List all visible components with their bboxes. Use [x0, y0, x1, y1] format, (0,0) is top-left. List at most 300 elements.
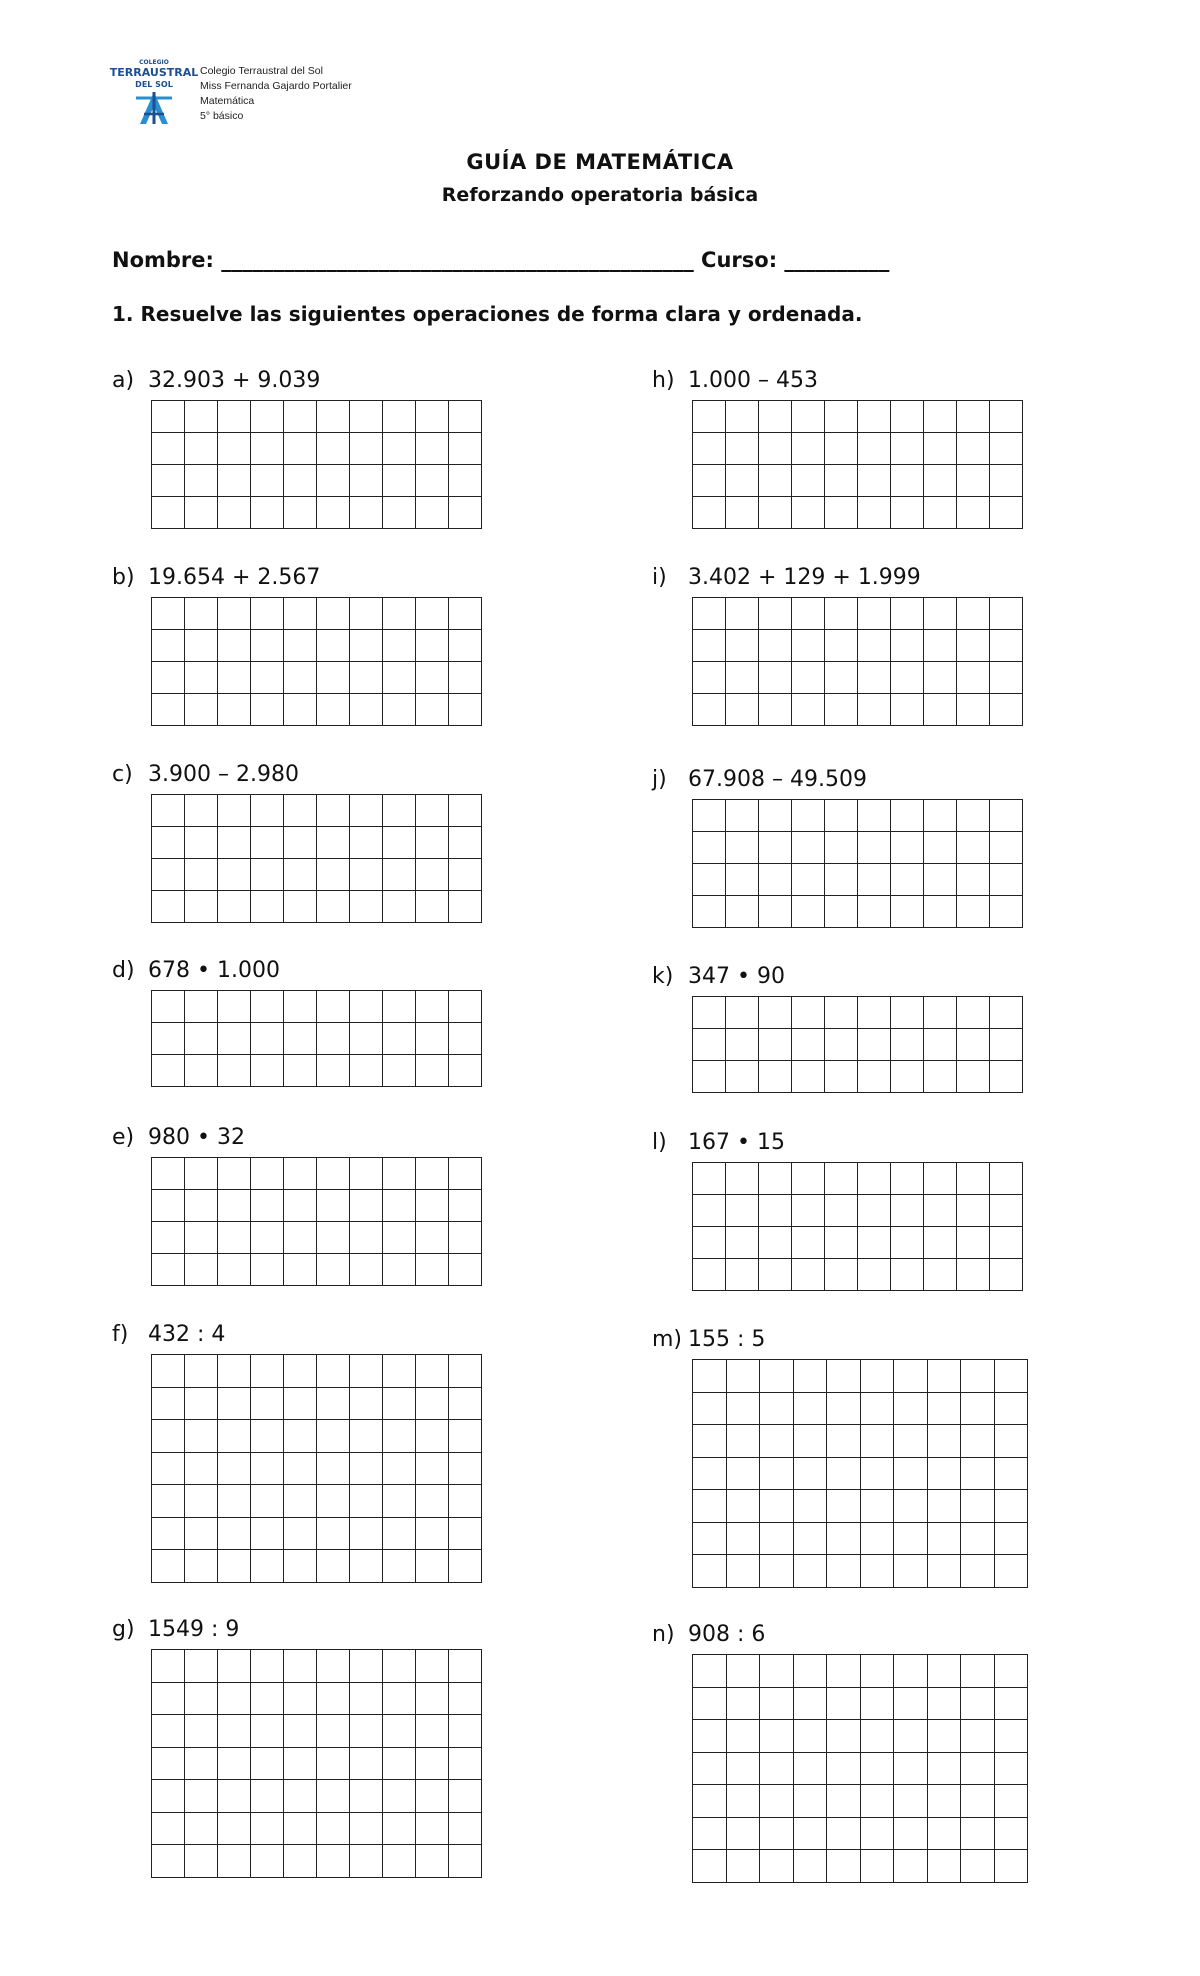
- grid-cell[interactable]: [185, 662, 218, 694]
- grid-cell[interactable]: [218, 1517, 251, 1550]
- grid-cell[interactable]: [792, 1061, 825, 1093]
- answer-grid[interactable]: [151, 597, 482, 726]
- grid-cell[interactable]: [185, 1254, 218, 1286]
- grid-cell[interactable]: [860, 1490, 894, 1523]
- grid-cell[interactable]: [317, 1420, 350, 1453]
- grid-cell[interactable]: [416, 1222, 449, 1254]
- grid-cell[interactable]: [185, 827, 218, 859]
- grid-cell[interactable]: [317, 991, 350, 1023]
- grid-cell[interactable]: [185, 1387, 218, 1420]
- grid-cell[interactable]: [350, 433, 383, 465]
- grid-cell[interactable]: [957, 1195, 990, 1227]
- grid-cell[interactable]: [449, 1485, 482, 1518]
- grid-cell[interactable]: [957, 1259, 990, 1291]
- grid-cell[interactable]: [251, 859, 284, 891]
- grid-cell[interactable]: [726, 1785, 760, 1818]
- grid-cell[interactable]: [860, 1522, 894, 1555]
- answer-grid[interactable]: [151, 794, 482, 923]
- grid-cell[interactable]: [416, 1254, 449, 1286]
- answer-grid[interactable]: [692, 799, 1023, 928]
- grid-cell[interactable]: [693, 497, 726, 529]
- grid-cell[interactable]: [693, 630, 726, 662]
- grid-cell[interactable]: [317, 1780, 350, 1813]
- grid-cell[interactable]: [891, 401, 924, 433]
- grid-cell[interactable]: [350, 1055, 383, 1087]
- grid-cell[interactable]: [284, 1845, 317, 1878]
- grid-cell[interactable]: [793, 1850, 827, 1883]
- answer-grid[interactable]: [692, 400, 1023, 529]
- grid-cell[interactable]: [350, 401, 383, 433]
- grid-cell[interactable]: [416, 1485, 449, 1518]
- grid-cell[interactable]: [693, 1687, 727, 1720]
- grid-cell[interactable]: [858, 1259, 891, 1291]
- grid-cell[interactable]: [251, 1420, 284, 1453]
- grid-cell[interactable]: [825, 800, 858, 832]
- grid-cell[interactable]: [693, 896, 726, 928]
- grid-cell[interactable]: [693, 1555, 727, 1588]
- grid-cell[interactable]: [251, 1055, 284, 1087]
- grid-cell[interactable]: [449, 465, 482, 497]
- grid-cell[interactable]: [924, 598, 957, 630]
- grid-cell[interactable]: [792, 598, 825, 630]
- grid-cell[interactable]: [759, 1029, 792, 1061]
- grid-cell[interactable]: [759, 598, 792, 630]
- grid-cell[interactable]: [891, 630, 924, 662]
- grid-cell[interactable]: [218, 1812, 251, 1845]
- grid-cell[interactable]: [317, 497, 350, 529]
- grid-cell[interactable]: [284, 1812, 317, 1845]
- grid-cell[interactable]: [152, 859, 185, 891]
- grid-cell[interactable]: [957, 433, 990, 465]
- grid-cell[interactable]: [726, 1061, 759, 1093]
- grid-cell[interactable]: [924, 662, 957, 694]
- grid-cell[interactable]: [825, 401, 858, 433]
- grid-cell[interactable]: [317, 1452, 350, 1485]
- grid-cell[interactable]: [891, 1029, 924, 1061]
- grid-cell[interactable]: [416, 1420, 449, 1453]
- grid-cell[interactable]: [350, 630, 383, 662]
- grid-cell[interactable]: [759, 1227, 792, 1259]
- grid-cell[interactable]: [416, 1158, 449, 1190]
- grid-cell[interactable]: [894, 1457, 928, 1490]
- grid-cell[interactable]: [860, 1392, 894, 1425]
- grid-cell[interactable]: [350, 497, 383, 529]
- grid-cell[interactable]: [152, 694, 185, 726]
- grid-cell[interactable]: [924, 800, 957, 832]
- grid-cell[interactable]: [759, 832, 792, 864]
- grid-cell[interactable]: [827, 1785, 861, 1818]
- grid-cell[interactable]: [284, 891, 317, 923]
- grid-cell[interactable]: [792, 1227, 825, 1259]
- grid-cell[interactable]: [961, 1457, 995, 1490]
- grid-cell[interactable]: [152, 1715, 185, 1748]
- grid-cell[interactable]: [416, 465, 449, 497]
- grid-cell[interactable]: [284, 795, 317, 827]
- grid-cell[interactable]: [759, 433, 792, 465]
- grid-cell[interactable]: [383, 497, 416, 529]
- grid-cell[interactable]: [350, 1222, 383, 1254]
- grid-cell[interactable]: [793, 1752, 827, 1785]
- grid-cell[interactable]: [760, 1850, 794, 1883]
- grid-cell[interactable]: [726, 1425, 760, 1458]
- grid-cell[interactable]: [961, 1817, 995, 1850]
- grid-cell[interactable]: [793, 1457, 827, 1490]
- grid-cell[interactable]: [449, 1845, 482, 1878]
- grid-cell[interactable]: [251, 1355, 284, 1388]
- grid-cell[interactable]: [449, 1650, 482, 1683]
- grid-cell[interactable]: [961, 1425, 995, 1458]
- grid-cell[interactable]: [251, 1682, 284, 1715]
- grid-cell[interactable]: [218, 795, 251, 827]
- grid-cell[interactable]: [284, 859, 317, 891]
- grid-cell[interactable]: [726, 1720, 760, 1753]
- answer-grid[interactable]: [151, 1354, 482, 1583]
- grid-cell[interactable]: [825, 1227, 858, 1259]
- grid-cell[interactable]: [152, 1420, 185, 1453]
- grid-cell[interactable]: [891, 1061, 924, 1093]
- grid-cell[interactable]: [251, 401, 284, 433]
- grid-cell[interactable]: [759, 864, 792, 896]
- grid-cell[interactable]: [927, 1457, 961, 1490]
- grid-cell[interactable]: [218, 1387, 251, 1420]
- grid-cell[interactable]: [793, 1490, 827, 1523]
- grid-cell[interactable]: [994, 1360, 1028, 1393]
- grid-cell[interactable]: [760, 1392, 794, 1425]
- grid-cell[interactable]: [185, 1715, 218, 1748]
- grid-cell[interactable]: [251, 598, 284, 630]
- grid-cell[interactable]: [317, 433, 350, 465]
- grid-cell[interactable]: [152, 1023, 185, 1055]
- grid-cell[interactable]: [317, 1023, 350, 1055]
- grid-cell[interactable]: [218, 497, 251, 529]
- grid-cell[interactable]: [185, 1158, 218, 1190]
- grid-cell[interactable]: [416, 1682, 449, 1715]
- grid-cell[interactable]: [185, 991, 218, 1023]
- grid-cell[interactable]: [218, 1190, 251, 1222]
- grid-cell[interactable]: [693, 832, 726, 864]
- grid-cell[interactable]: [251, 991, 284, 1023]
- grid-cell[interactable]: [416, 795, 449, 827]
- grid-cell[interactable]: [251, 1190, 284, 1222]
- grid-cell[interactable]: [792, 1195, 825, 1227]
- grid-cell[interactable]: [759, 401, 792, 433]
- grid-cell[interactable]: [284, 1485, 317, 1518]
- grid-cell[interactable]: [759, 896, 792, 928]
- grid-cell[interactable]: [793, 1555, 827, 1588]
- grid-cell[interactable]: [726, 598, 759, 630]
- grid-cell[interactable]: [449, 1158, 482, 1190]
- grid-cell[interactable]: [383, 1715, 416, 1748]
- grid-cell[interactable]: [251, 795, 284, 827]
- grid-cell[interactable]: [218, 694, 251, 726]
- grid-cell[interactable]: [383, 433, 416, 465]
- grid-cell[interactable]: [858, 662, 891, 694]
- grid-cell[interactable]: [793, 1720, 827, 1753]
- grid-cell[interactable]: [284, 694, 317, 726]
- grid-cell[interactable]: [726, 997, 759, 1029]
- grid-cell[interactable]: [726, 1817, 760, 1850]
- grid-cell[interactable]: [924, 497, 957, 529]
- grid-cell[interactable]: [860, 1850, 894, 1883]
- grid-cell[interactable]: [383, 859, 416, 891]
- grid-cell[interactable]: [726, 1752, 760, 1785]
- grid-cell[interactable]: [961, 1392, 995, 1425]
- grid-cell[interactable]: [759, 497, 792, 529]
- grid-cell[interactable]: [858, 1163, 891, 1195]
- grid-cell[interactable]: [927, 1850, 961, 1883]
- grid-cell[interactable]: [152, 630, 185, 662]
- grid-cell[interactable]: [924, 1227, 957, 1259]
- grid-cell[interactable]: [894, 1392, 928, 1425]
- grid-cell[interactable]: [924, 1163, 957, 1195]
- grid-cell[interactable]: [927, 1655, 961, 1688]
- grid-cell[interactable]: [760, 1785, 794, 1818]
- grid-cell[interactable]: [152, 1452, 185, 1485]
- grid-cell[interactable]: [858, 465, 891, 497]
- grid-cell[interactable]: [994, 1817, 1028, 1850]
- grid-cell[interactable]: [726, 1490, 760, 1523]
- grid-cell[interactable]: [860, 1720, 894, 1753]
- grid-cell[interactable]: [185, 859, 218, 891]
- grid-cell[interactable]: [827, 1425, 861, 1458]
- grid-cell[interactable]: [760, 1817, 794, 1850]
- grid-cell[interactable]: [152, 465, 185, 497]
- grid-cell[interactable]: [726, 433, 759, 465]
- grid-cell[interactable]: [891, 694, 924, 726]
- grid-cell[interactable]: [957, 401, 990, 433]
- grid-cell[interactable]: [693, 864, 726, 896]
- grid-cell[interactable]: [990, 896, 1023, 928]
- grid-cell[interactable]: [416, 1650, 449, 1683]
- grid-cell[interactable]: [251, 497, 284, 529]
- grid-cell[interactable]: [990, 630, 1023, 662]
- grid-cell[interactable]: [793, 1655, 827, 1688]
- grid-cell[interactable]: [894, 1785, 928, 1818]
- grid-cell[interactable]: [284, 1747, 317, 1780]
- grid-cell[interactable]: [383, 1355, 416, 1388]
- grid-cell[interactable]: [860, 1817, 894, 1850]
- grid-cell[interactable]: [383, 1517, 416, 1550]
- grid-cell[interactable]: [185, 1650, 218, 1683]
- grid-cell[interactable]: [990, 1259, 1023, 1291]
- grid-cell[interactable]: [726, 864, 759, 896]
- grid-cell[interactable]: [924, 864, 957, 896]
- grid-cell[interactable]: [858, 800, 891, 832]
- grid-cell[interactable]: [894, 1555, 928, 1588]
- grid-cell[interactable]: [726, 630, 759, 662]
- grid-cell[interactable]: [185, 1747, 218, 1780]
- answer-grid[interactable]: [151, 990, 482, 1087]
- grid-cell[interactable]: [416, 827, 449, 859]
- grid-cell[interactable]: [449, 401, 482, 433]
- grid-cell[interactable]: [726, 1392, 760, 1425]
- grid-cell[interactable]: [416, 1355, 449, 1388]
- grid-cell[interactable]: [924, 401, 957, 433]
- grid-cell[interactable]: [927, 1490, 961, 1523]
- grid-cell[interactable]: [760, 1457, 794, 1490]
- grid-cell[interactable]: [957, 832, 990, 864]
- grid-cell[interactable]: [284, 1190, 317, 1222]
- grid-cell[interactable]: [218, 1023, 251, 1055]
- grid-cell[interactable]: [792, 401, 825, 433]
- grid-cell[interactable]: [994, 1555, 1028, 1588]
- grid-cell[interactable]: [693, 694, 726, 726]
- grid-cell[interactable]: [416, 433, 449, 465]
- grid-cell[interactable]: [251, 827, 284, 859]
- grid-cell[interactable]: [350, 1517, 383, 1550]
- grid-cell[interactable]: [990, 598, 1023, 630]
- grid-cell[interactable]: [152, 598, 185, 630]
- grid-cell[interactable]: [792, 630, 825, 662]
- grid-cell[interactable]: [383, 891, 416, 923]
- grid-cell[interactable]: [994, 1720, 1028, 1753]
- grid-cell[interactable]: [858, 1227, 891, 1259]
- grid-cell[interactable]: [927, 1687, 961, 1720]
- grid-cell[interactable]: [152, 1387, 185, 1420]
- grid-cell[interactable]: [927, 1360, 961, 1393]
- grid-cell[interactable]: [185, 1780, 218, 1813]
- grid-cell[interactable]: [251, 465, 284, 497]
- grid-cell[interactable]: [317, 1845, 350, 1878]
- grid-cell[interactable]: [350, 694, 383, 726]
- grid-cell[interactable]: [152, 795, 185, 827]
- grid-cell[interactable]: [218, 1485, 251, 1518]
- grid-cell[interactable]: [251, 1715, 284, 1748]
- grid-cell[interactable]: [317, 630, 350, 662]
- grid-cell[interactable]: [827, 1752, 861, 1785]
- grid-cell[interactable]: [990, 662, 1023, 694]
- grid-cell[interactable]: [449, 433, 482, 465]
- grid-cell[interactable]: [759, 1195, 792, 1227]
- grid-cell[interactable]: [860, 1425, 894, 1458]
- grid-cell[interactable]: [449, 1747, 482, 1780]
- grid-cell[interactable]: [990, 832, 1023, 864]
- grid-cell[interactable]: [383, 630, 416, 662]
- grid-cell[interactable]: [827, 1850, 861, 1883]
- grid-cell[interactable]: [416, 1055, 449, 1087]
- grid-cell[interactable]: [284, 1055, 317, 1087]
- grid-cell[interactable]: [284, 1254, 317, 1286]
- grid-cell[interactable]: [218, 630, 251, 662]
- grid-cell[interactable]: [251, 1485, 284, 1518]
- grid-cell[interactable]: [218, 465, 251, 497]
- grid-cell[interactable]: [693, 1655, 727, 1688]
- grid-cell[interactable]: [858, 832, 891, 864]
- grid-cell[interactable]: [990, 401, 1023, 433]
- grid-cell[interactable]: [693, 800, 726, 832]
- grid-cell[interactable]: [825, 1259, 858, 1291]
- grid-cell[interactable]: [383, 1845, 416, 1878]
- grid-cell[interactable]: [350, 827, 383, 859]
- grid-cell[interactable]: [284, 1023, 317, 1055]
- grid-cell[interactable]: [792, 896, 825, 928]
- grid-cell[interactable]: [961, 1687, 995, 1720]
- grid-cell[interactable]: [416, 1747, 449, 1780]
- grid-cell[interactable]: [218, 1682, 251, 1715]
- grid-cell[interactable]: [152, 891, 185, 923]
- grid-cell[interactable]: [994, 1655, 1028, 1688]
- grid-cell[interactable]: [218, 598, 251, 630]
- grid-cell[interactable]: [449, 991, 482, 1023]
- grid-cell[interactable]: [251, 1023, 284, 1055]
- grid-cell[interactable]: [284, 1387, 317, 1420]
- grid-cell[interactable]: [726, 1360, 760, 1393]
- grid-cell[interactable]: [284, 1517, 317, 1550]
- grid-cell[interactable]: [185, 1420, 218, 1453]
- grid-cell[interactable]: [825, 598, 858, 630]
- grid-cell[interactable]: [792, 1029, 825, 1061]
- grid-cell[interactable]: [726, 832, 759, 864]
- grid-cell[interactable]: [317, 1485, 350, 1518]
- grid-cell[interactable]: [990, 1195, 1023, 1227]
- grid-cell[interactable]: [957, 598, 990, 630]
- grid-cell[interactable]: [383, 1812, 416, 1845]
- grid-cell[interactable]: [350, 465, 383, 497]
- grid-cell[interactable]: [924, 1061, 957, 1093]
- grid-cell[interactable]: [152, 1682, 185, 1715]
- grid-cell[interactable]: [350, 1780, 383, 1813]
- grid-cell[interactable]: [449, 1190, 482, 1222]
- grid-cell[interactable]: [759, 1061, 792, 1093]
- grid-cell[interactable]: [416, 859, 449, 891]
- grid-cell[interactable]: [759, 694, 792, 726]
- grid-cell[interactable]: [416, 1387, 449, 1420]
- grid-cell[interactable]: [449, 1023, 482, 1055]
- grid-cell[interactable]: [825, 1195, 858, 1227]
- grid-cell[interactable]: [416, 497, 449, 529]
- grid-cell[interactable]: [858, 694, 891, 726]
- grid-cell[interactable]: [760, 1425, 794, 1458]
- grid-cell[interactable]: [957, 1163, 990, 1195]
- grid-cell[interactable]: [416, 1845, 449, 1878]
- grid-cell[interactable]: [449, 1420, 482, 1453]
- grid-cell[interactable]: [152, 497, 185, 529]
- grid-cell[interactable]: [961, 1490, 995, 1523]
- grid-cell[interactable]: [383, 465, 416, 497]
- grid-cell[interactable]: [284, 1715, 317, 1748]
- grid-cell[interactable]: [185, 1845, 218, 1878]
- grid-cell[interactable]: [792, 662, 825, 694]
- grid-cell[interactable]: [449, 1517, 482, 1550]
- grid-cell[interactable]: [759, 997, 792, 1029]
- grid-cell[interactable]: [693, 1457, 727, 1490]
- grid-cell[interactable]: [726, 1457, 760, 1490]
- grid-cell[interactable]: [726, 662, 759, 694]
- grid-cell[interactable]: [383, 1747, 416, 1780]
- grid-cell[interactable]: [251, 1780, 284, 1813]
- grid-cell[interactable]: [994, 1687, 1028, 1720]
- grid-cell[interactable]: [760, 1752, 794, 1785]
- grid-cell[interactable]: [891, 832, 924, 864]
- grid-cell[interactable]: [251, 1517, 284, 1550]
- grid-cell[interactable]: [449, 795, 482, 827]
- grid-cell[interactable]: [284, 1355, 317, 1388]
- grid-cell[interactable]: [858, 864, 891, 896]
- grid-cell[interactable]: [759, 662, 792, 694]
- grid-cell[interactable]: [990, 1163, 1023, 1195]
- grid-cell[interactable]: [152, 1845, 185, 1878]
- grid-cell[interactable]: [317, 1055, 350, 1087]
- grid-cell[interactable]: [994, 1522, 1028, 1555]
- grid-cell[interactable]: [693, 1817, 727, 1850]
- grid-cell[interactable]: [961, 1785, 995, 1818]
- answer-grid[interactable]: [151, 1157, 482, 1286]
- grid-cell[interactable]: [416, 1780, 449, 1813]
- grid-cell[interactable]: [759, 630, 792, 662]
- grid-cell[interactable]: [284, 662, 317, 694]
- grid-cell[interactable]: [350, 1650, 383, 1683]
- grid-cell[interactable]: [827, 1655, 861, 1688]
